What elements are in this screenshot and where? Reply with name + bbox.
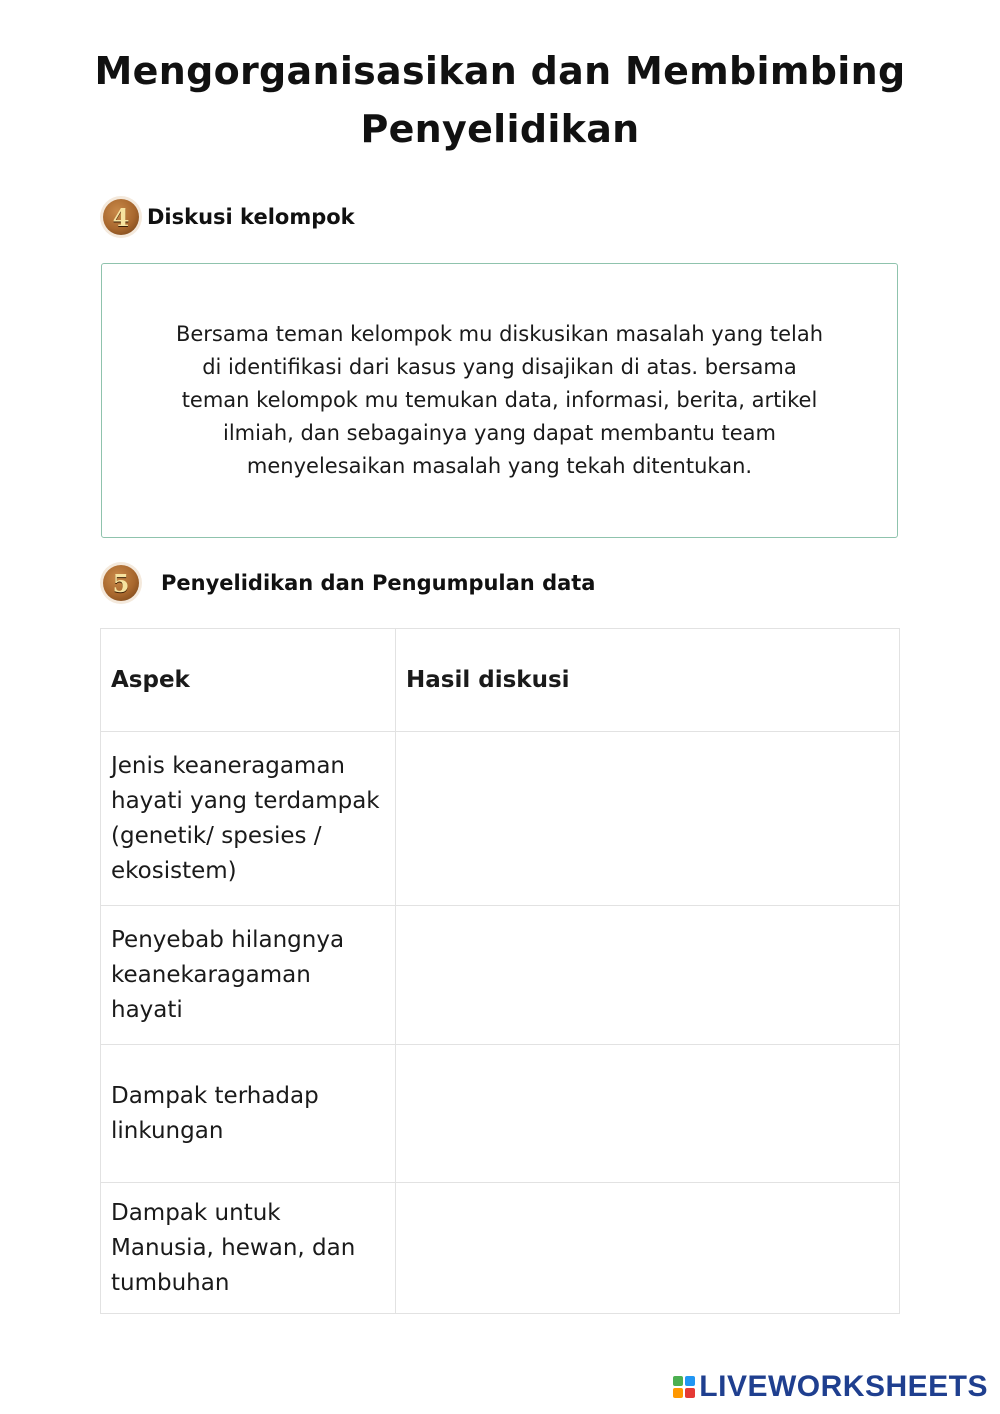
section-4-header bbox=[103, 199, 355, 235]
table-header-row bbox=[101, 629, 900, 732]
table-row bbox=[101, 906, 900, 1045]
page-title: Mengorganisasikan dan Membimbing Penyelidikan bbox=[94, 49, 906, 151]
hasil-input-cell[interactable] bbox=[396, 1183, 900, 1314]
investigation-table bbox=[100, 628, 900, 1314]
hasil-input-cell[interactable] bbox=[396, 1045, 900, 1183]
hasil-input-cell[interactable] bbox=[396, 732, 900, 906]
number-4-icon: 4 bbox=[103, 199, 139, 235]
aspek-cell: Jenis keaneragaman hayati yang terdampak (genetik/ spesies / ekosistem) bbox=[101, 732, 396, 906]
logo-text: LIVEWORKSHEETS bbox=[699, 1370, 988, 1403]
section-5-header bbox=[103, 565, 595, 601]
logo-square-green bbox=[673, 1376, 683, 1386]
instruction-text: Bersama teman kelompok mu diskusikan masalah yang telah di identifikasi dari kasus yang disajikan di atas. bersama teman kelompok mu temukan data, informasi, berita, artikel ilmiah, dan sebagainya yang dapat membantu team menyelesaikan masalah yang tekah ditentukan. bbox=[175, 322, 824, 478]
hasil-input-cell[interactable] bbox=[396, 906, 900, 1045]
aspek-cell: Dampak untuk Manusia, hewan, dan tumbuhan bbox=[101, 1183, 396, 1314]
header-hasil-diskusi: Hasil diskusi bbox=[396, 629, 900, 732]
liveworksheets-logo[interactable] bbox=[673, 1370, 988, 1404]
table-row bbox=[101, 732, 900, 906]
section-5-label: Penyelidikan dan Pengumpulan data bbox=[161, 571, 596, 595]
aspek-cell: Penyebab hilangnya keanekaragaman hayati bbox=[101, 906, 396, 1045]
section-4-label: Diskusi kelompok bbox=[147, 205, 355, 229]
table-row bbox=[101, 1183, 900, 1314]
table-row bbox=[101, 1045, 900, 1183]
logo-square-red bbox=[685, 1388, 695, 1398]
number-5-icon: 5 bbox=[103, 565, 139, 601]
logo-square-blue bbox=[685, 1376, 695, 1386]
header-aspek: Aspek bbox=[101, 629, 396, 732]
instruction-box bbox=[101, 263, 898, 538]
logo-square-orange bbox=[673, 1388, 683, 1398]
logo-mark-icon bbox=[673, 1376, 695, 1398]
aspek-cell: Dampak terhadap linkungan bbox=[101, 1045, 396, 1183]
